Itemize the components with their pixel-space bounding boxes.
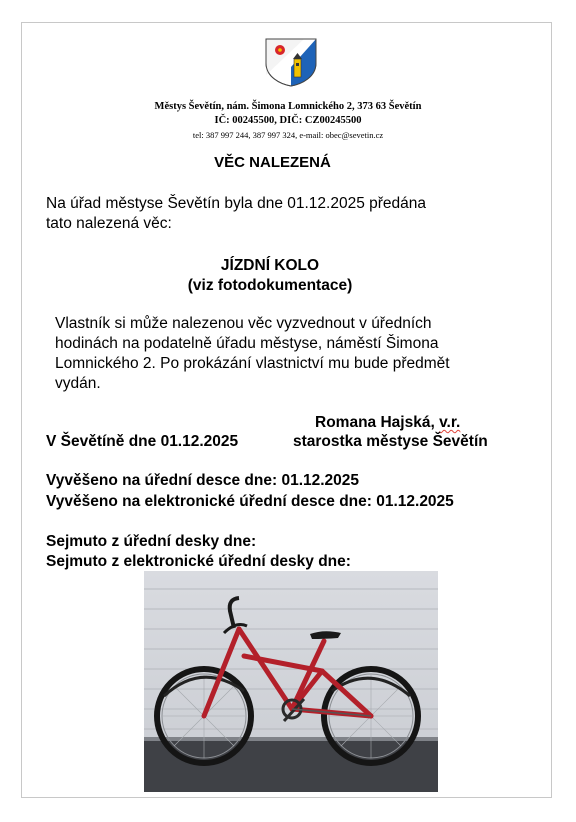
signatory-name bbox=[315, 414, 460, 432]
document-title: VĚC NALEZENÁ bbox=[214, 154, 331, 171]
posted-electronic-line: Vyvěšeno na elektronické úřední desce dne: 01.12.2025 bbox=[46, 493, 454, 510]
contact-line: tel: 387 997 244, 387 997 324, e-mail: obec@sevetin.cz bbox=[192, 130, 384, 140]
address-line: Městys Ševětín, nám. Šimona Lomnického 2, 373 63 Ševětín bbox=[154, 101, 422, 112]
bicycle-photo bbox=[144, 571, 438, 792]
id-line: IČ: 00245500, DIČ: CZ00245500 bbox=[214, 115, 362, 126]
instructions-line: Vlastník si může nalezenou věc vyzvednout v úředních bbox=[55, 315, 432, 332]
signatory-name-text: Romana Hajská, bbox=[315, 414, 435, 431]
instructions-line: vydán. bbox=[55, 375, 101, 392]
place-date: V Ševětíně dne 01.12.2025 bbox=[46, 433, 239, 450]
instructions-paragraph bbox=[55, 314, 450, 394]
intro-paragraph bbox=[46, 194, 426, 234]
item-note: (viz fotodokumentace) bbox=[187, 277, 353, 294]
posted-board-line: Vyvěšeno na úřední desce dne: 01.12.2025 bbox=[46, 472, 360, 489]
signatory-suffix: v.r. bbox=[439, 414, 461, 431]
instructions-line: hodinách na podatelně úřadu městyse, náměstí Šimona bbox=[55, 335, 439, 352]
instructions-line: Lomnického 2. Po prokázání vlastnictví mu bude předmět bbox=[55, 355, 450, 372]
found-item bbox=[0, 256, 540, 296]
removed-electronic-line: Sejmuto z elektronické úřední desky dne: bbox=[46, 553, 351, 570]
intro-line: Na úřad městyse Ševětín byla dne 01.12.2025 předána bbox=[46, 195, 427, 212]
item-name: JÍZDNÍ KOLO bbox=[220, 257, 320, 274]
intro-line: tato nalezená věc: bbox=[46, 215, 172, 232]
municipal-crest-icon bbox=[264, 37, 318, 87]
signatory-role: starostka městyse Ševětín bbox=[293, 433, 488, 450]
removed-board-line: Sejmuto z úřední desky dne: bbox=[46, 533, 257, 550]
